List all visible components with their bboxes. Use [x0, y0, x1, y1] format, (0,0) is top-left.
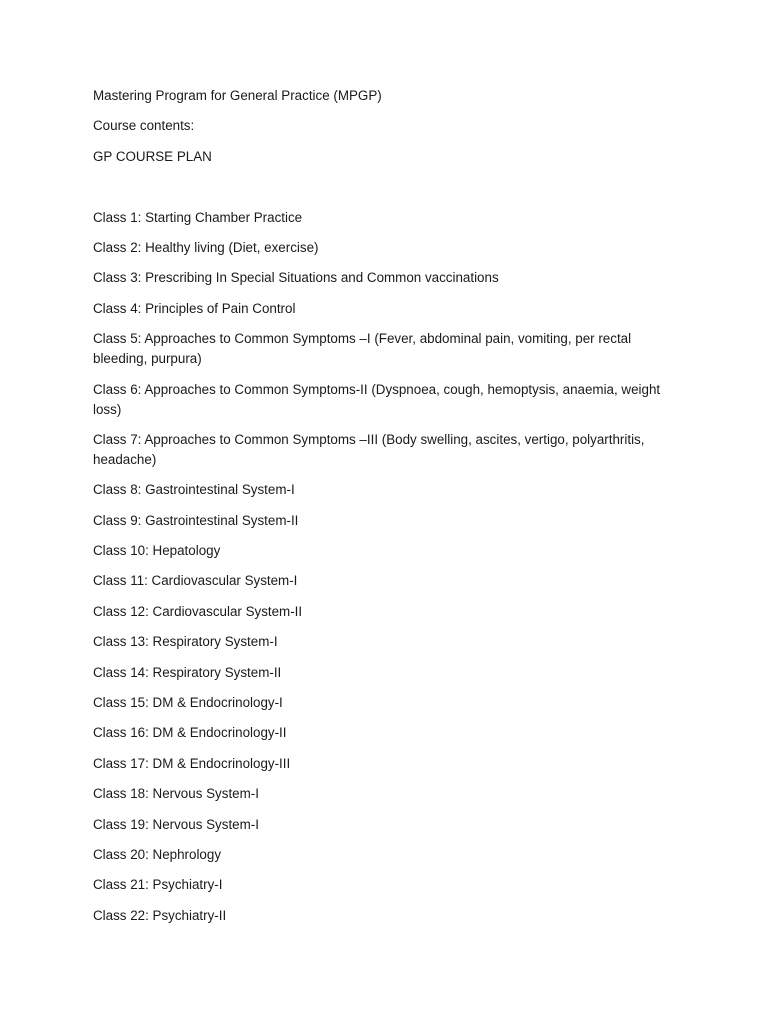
class-item: Class 22: Psychiatry-II [93, 907, 227, 923]
class-item: Class 17: DM & Endocrinology-III [93, 755, 291, 771]
course-plan-title: GP COURSE PLAN [93, 148, 212, 164]
course-contents-label: Course contents: [93, 118, 195, 134]
class-item: Class 10: Hepatology [93, 543, 221, 559]
class-item: Class 8: Gastrointestinal System-I [93, 482, 295, 498]
class-item: Class 2: Healthy living (Diet, exercise) [93, 239, 319, 255]
class-item: Class 4: Principles of Pain Control [93, 300, 296, 316]
class-item: Class 3: Prescribing In Special Situations and Common vaccinations [93, 270, 499, 286]
class-item: Class 12: Cardiovascular System-II [93, 603, 303, 619]
class-item: Class 7: Approaches to Common Symptoms –III (Body swelling, ascites, vertigo, polyarthritis, headache) [93, 431, 645, 467]
class-item: Class 14: Respiratory System-II [93, 664, 282, 680]
class-item: Class 1: Starting Chamber Practice [93, 209, 303, 225]
class-item: Class 19: Nervous System-I [93, 816, 259, 832]
class-item: Class 6: Approaches to Common Symptoms-II (Dyspnoea, cough, hemoptysis, anaemia, weight loss) [93, 381, 661, 417]
class-item: Class 20: Nephrology [93, 846, 222, 862]
class-item: Class 5: Approaches to Common Symptoms –I (Fever, abdominal pain, vomiting, per rectal bleeding, purpura) [93, 331, 632, 367]
blank-line [93, 177, 683, 207]
class-item: Class 13: Respiratory System-I [93, 634, 278, 650]
class-item: Class 9: Gastrointestinal System-II [93, 512, 299, 528]
class-item: Class 21: Psychiatry-I [93, 877, 223, 893]
program-title: Mastering Program for General Practice (MPGP) [93, 88, 382, 103]
class-item: Class 16: DM & Endocrinology-II [93, 725, 287, 741]
class-list [93, 208, 683, 926]
class-item: Class 18: Nervous System-I [93, 786, 259, 802]
class-item: Class 11: Cardiovascular System-I [93, 573, 298, 589]
document-body [93, 86, 683, 936]
class-item: Class 15: DM & Endocrinology-I [93, 695, 283, 711]
